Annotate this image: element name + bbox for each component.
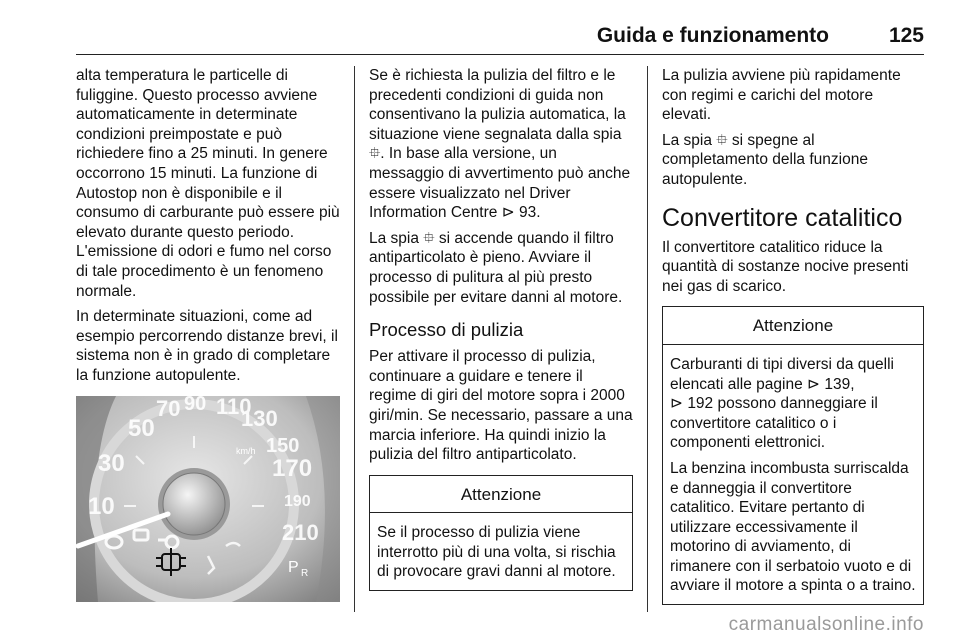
text-column-1 <box>76 66 340 602</box>
paragraph: Se è richiesta la pulizia del filtro e le precedenti condizioni di guida non consentivano la pulizia automatica, la situazione viene segnalata dalla spia ⯐. In base alla versione, un messaggio di avvertimento può anche essere visualizzato nel Driver Information Centre ⊳ 93. <box>369 67 631 222</box>
paragraph: Per attivare il processo di pulizia, continuare a guidare e tenere il regime di giri del motore sopra i 2000 giri/min. Se necessario, passare a una marcia inferiore. Ha quindi inizio la pulizia del filtro antiparticolato. <box>369 348 633 464</box>
gauge-tick-label: 170 <box>272 454 313 482</box>
page-number: 125 <box>888 24 924 47</box>
warning-box-title: Attenzione <box>370 476 632 514</box>
particle-filter-warning-icon: ⯐ <box>423 229 435 247</box>
particle-filter-warning-icon: ⯐ <box>716 131 728 149</box>
warning-text: La benzina incombusta surriscalda e danneggia il convertitore catalitico. Evitare pertanto di utilizzare eccessivamente il motorino di avviamento, di rimanere con il serbatoio vuoto e di avviare il motore a spinta o a traino. <box>670 459 916 595</box>
warning-text: Se il processo di pulizia viene interrotto più di una volta, si rischia di provocare gravi danni al motore. <box>377 524 616 581</box>
gauge-tick-label: 130 <box>241 405 278 431</box>
gear-indicator-sub: R <box>301 567 309 579</box>
section-title: Guida e funzionamento <box>596 24 829 47</box>
column-divider <box>354 66 355 612</box>
watermark: carmanualsonline.info <box>728 614 924 635</box>
section-heading: Processo di pulizia <box>369 319 524 341</box>
gear-indicator: P <box>288 558 299 576</box>
dashboard-illustration <box>76 396 340 602</box>
page-reference-icon: ⊳ <box>670 395 683 413</box>
warning-box <box>369 475 633 591</box>
page-reference-icon: ⊳ <box>501 204 515 222</box>
section-heading: Convertitore catalitico <box>662 203 903 232</box>
gauge-tick-label: 210 <box>282 519 319 545</box>
paragraph: La spia ⯐ si spegne al completamento della funzione autopulente. <box>662 131 868 188</box>
gauge-tick-label: 90 <box>184 395 207 415</box>
paragraph: La pulizia avviene più rapidamente con regimi e carichi del motore elevati. <box>662 67 901 124</box>
gauge-tick-label: 50 <box>128 414 155 442</box>
gauge-tick-label: 150 <box>266 434 300 457</box>
warning-box-title: Attenzione <box>663 307 923 345</box>
column-divider <box>647 66 648 612</box>
gauge-tick-label: 10 <box>88 492 115 520</box>
gauge-tick-label: 190 <box>284 492 311 510</box>
text-column-2 <box>369 66 633 591</box>
paragraph: In determinate situazioni, come ad esempio percorrendo distanze brevi, il sistema non è in grado di completare la funzione autopulente. <box>76 308 338 384</box>
text-column-3 <box>662 66 924 605</box>
gauge-unit-label: km/h <box>236 445 256 456</box>
paragraph: alta temperatura le particelle di fuliggine. Questo processo avviene automaticamente in determinate condizioni preimpostate e può richiedere fino a 25 minuti. In genere occorrono 15 minuti. La funzione di Autostop non è disponibile e il consumo di carburante può essere più elevato durante questo periodo. L'emissione di odori e fumo nel corso di tale procedimento è un fenomeno normale. <box>76 67 340 300</box>
gauge-tick-label: 110 <box>216 395 252 419</box>
gauge-tick-label: 30 <box>98 449 125 477</box>
warning-text: Carburanti di tipi diversi da quelli elencati alle pagine ⊳ 139, ⊳ 192 possono danneggiare il convertitore catalitico o i componenti elettronici. <box>670 355 895 452</box>
page-reference-icon: ⊳ <box>807 375 821 393</box>
paragraph: Il convertitore catalitico riduce la quantità di sostanze nocive presenti nei gas di scarico. <box>662 238 909 295</box>
warning-box <box>662 306 924 605</box>
page-header <box>76 22 924 55</box>
gauge-tick-label: 70 <box>156 395 181 421</box>
particle-filter-warning-icon: ⯐ <box>369 145 381 163</box>
paragraph: La spia ⯐ si accende quando il filtro antiparticolato è pieno. Avviare il processo di pulitura al più presto possibile per evitare danni al motore. <box>369 229 623 306</box>
